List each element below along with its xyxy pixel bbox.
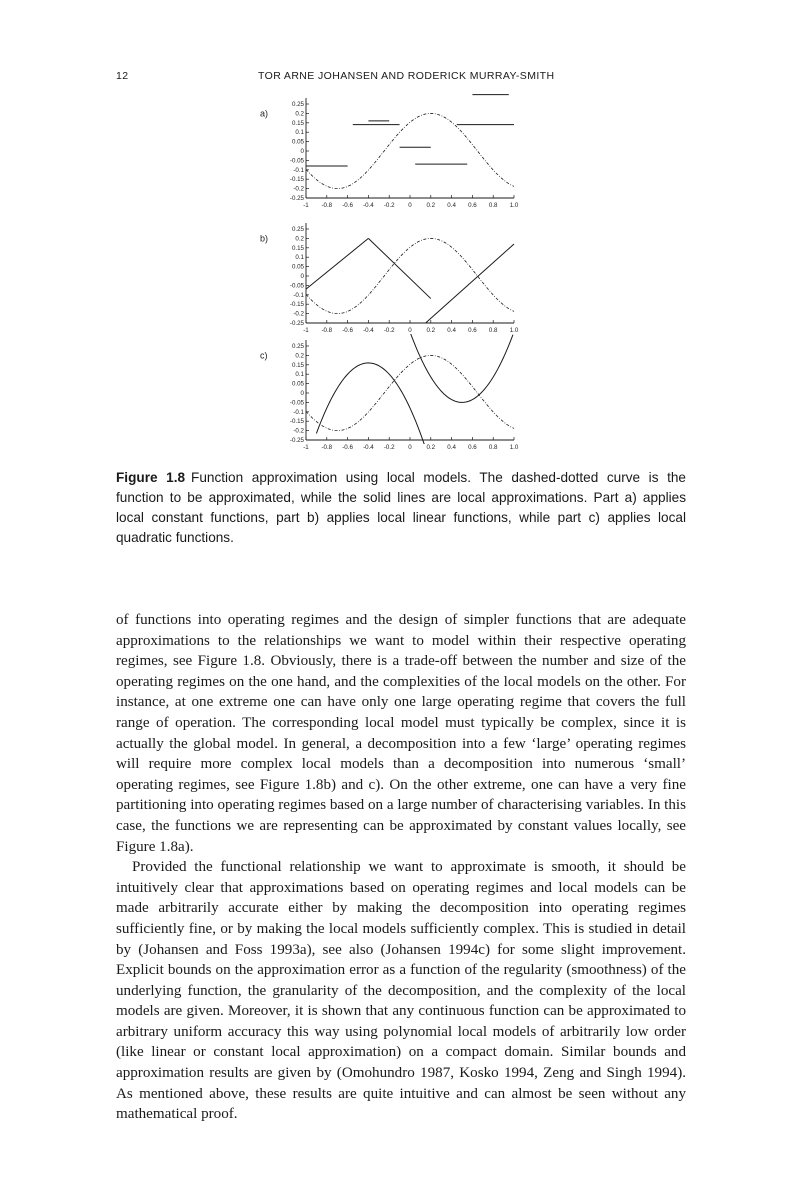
x-tick-label: 1.0 bbox=[509, 327, 519, 334]
x-tick-label: 0.4 bbox=[447, 444, 456, 451]
y-tick-label: 0.05 bbox=[291, 380, 304, 388]
y-tick-label: 0.25 bbox=[291, 343, 304, 350]
target-function-curve bbox=[306, 355, 514, 430]
y-tick-label: -0.2 bbox=[293, 310, 304, 318]
y-tick-label: 0.2 bbox=[295, 235, 304, 243]
body-text bbox=[116, 610, 686, 1125]
y-tick-label: -0.1 bbox=[293, 291, 304, 299]
figure-1-8 bbox=[252, 92, 532, 462]
running-header bbox=[0, 70, 800, 86]
x-tick-label: -0.2 bbox=[383, 444, 395, 451]
local-model-segment bbox=[306, 238, 368, 289]
y-tick-label: -0.2 bbox=[293, 185, 304, 193]
y-tick-label: -0.1 bbox=[293, 408, 304, 416]
x-tick-label: -0.6 bbox=[342, 444, 353, 451]
figure-caption-label: Figure 1.8 bbox=[116, 470, 186, 485]
local-model-segment bbox=[426, 244, 514, 323]
y-tick-label: -0.15 bbox=[289, 301, 304, 309]
paragraph: Provided the functional relationship we want to approximate is smooth, it should be intuitively clear that approximations based on operating regimes and local models can be made arbitrarily accurate either by making the decomposition into operating regimes sufficiently fine, or by making the local models sufficiently complex. This is studied in detail by (Johansen and Foss 1993a), see also (Johansen 1994c) for some slight improvement. Explicit bounds on the approximation error as a function of the regularity (smoothness) of the underlying function, the granularity of the decomposition, and the complexity of the local models are given. Moreover, it is shown that any continuous function can be approximated to arbitrary uniform accuracy this way using polynomial local models of arbitrarily low order (like linear or constant local approximation) on a compact domain. Similar bounds and approximation results are given by (Omohundro 1987, Kosko 1994, Zeng and Singh 1994). As mentioned above, these results are quite intuitive and can almost be seen without any mathematical proof. bbox=[116, 859, 686, 1123]
x-tick-label: 0.8 bbox=[488, 444, 498, 451]
y-tick-label: 0.2 bbox=[295, 110, 304, 118]
local-model-segment bbox=[368, 238, 430, 298]
x-tick-label: -0.2 bbox=[383, 202, 395, 209]
x-tick-label: 0.6 bbox=[468, 444, 477, 451]
y-tick-label: -0.1 bbox=[293, 166, 304, 174]
y-tick-label: -0.05 bbox=[289, 399, 304, 407]
target-function-curve bbox=[306, 238, 514, 313]
x-tick-label: 0.4 bbox=[447, 202, 456, 209]
y-tick-label: -0.05 bbox=[289, 282, 304, 290]
y-tick-label: -0.2 bbox=[293, 427, 304, 435]
x-tick-label: 0.2 bbox=[426, 444, 436, 451]
figure-plots bbox=[252, 92, 532, 462]
y-tick-label: 0.1 bbox=[295, 254, 304, 262]
x-tick-label: -0.4 bbox=[363, 444, 374, 451]
y-tick-label: 0.1 bbox=[295, 129, 304, 137]
x-tick-label: 0.6 bbox=[468, 327, 477, 334]
panel-label: c) bbox=[260, 350, 268, 361]
y-tick-label: 0.1 bbox=[295, 371, 304, 379]
y-tick-label: -0.15 bbox=[289, 418, 304, 426]
y-tick-label: 0.15 bbox=[291, 361, 304, 369]
y-tick-label: 0.15 bbox=[291, 244, 304, 252]
local-model-curve bbox=[316, 363, 425, 448]
x-tick-label: 0.2 bbox=[426, 327, 436, 334]
x-tick-label: -0.6 bbox=[342, 327, 353, 334]
x-tick-label: -0.8 bbox=[321, 444, 333, 451]
x-tick-label: 0.6 bbox=[468, 202, 477, 209]
x-tick-label: -0.6 bbox=[342, 202, 353, 209]
x-tick-label: -0.4 bbox=[363, 202, 374, 209]
y-tick-label: 0.05 bbox=[291, 138, 304, 146]
x-tick-label: -1 bbox=[303, 444, 309, 451]
y-tick-label: -0.25 bbox=[289, 437, 304, 444]
y-tick-label: -0.25 bbox=[289, 195, 304, 202]
x-tick-label: -1 bbox=[303, 327, 309, 334]
x-tick-label: 1.0 bbox=[509, 444, 519, 451]
x-tick-label: 0 bbox=[408, 327, 412, 334]
x-tick-label: 0.8 bbox=[488, 327, 498, 334]
x-tick-label: 1.0 bbox=[509, 202, 519, 209]
y-tick-label: 0.2 bbox=[295, 352, 304, 360]
y-tick-label: -0.15 bbox=[289, 176, 304, 184]
x-tick-label: -0.4 bbox=[363, 327, 374, 334]
figure-caption bbox=[116, 468, 686, 548]
x-tick-label: -0.8 bbox=[321, 327, 333, 334]
y-tick-label: 0.25 bbox=[291, 226, 304, 233]
x-tick-label: 0 bbox=[408, 202, 412, 209]
figure-caption-text: Function approximation using local models. The dashed-dotted curve is the function to be approximated, while the solid lines are local approximations. Part a) applies local constant functions, part b) applies local linear functions, while part c) applies local quadratic functions. bbox=[116, 470, 686, 545]
y-tick-label: 0 bbox=[300, 273, 304, 280]
x-tick-label: -0.8 bbox=[321, 202, 333, 209]
y-tick-label: -0.25 bbox=[289, 320, 304, 327]
x-tick-label: 0.8 bbox=[488, 202, 498, 209]
x-tick-label: 0.4 bbox=[447, 327, 456, 334]
x-tick-label: -1 bbox=[303, 202, 309, 209]
x-tick-label: 0.2 bbox=[426, 202, 436, 209]
panel-label: a) bbox=[260, 108, 269, 119]
panel-label: b) bbox=[260, 233, 269, 244]
running-head-authors: TOR ARNE JOHANSEN AND RODERICK MURRAY-SMITH bbox=[258, 70, 555, 82]
paragraph: of functions into operating regimes and the design of simpler functions that are adequate approximations to the relationships we want to model within their respective operating regimes, see Figure 1.8. Obviously, there is a trade-off between the number and size of the operating regimes on the one hand, and the complexities of the local models on the other. For instance, at one extreme one can have only one large operating regime that covers the full range of operation. The corresponding local model must typically be complex, since it is actually the global model. In general, a decomposition into a few ‘large’ operating regimes will require more complex local models than a decomposition into numerous ‘small’ operating regimes, see Figure 1.8b) and c). On the other extreme, one can have a very fine partitioning into operating regimes based on a large number of characterising variables. In this case, the functions we are representing can be approximated by constant values locally, see Figure 1.8a). bbox=[116, 612, 686, 855]
y-tick-label: 0.25 bbox=[291, 101, 304, 108]
y-tick-label: 0 bbox=[300, 390, 304, 397]
x-tick-label: -0.2 bbox=[383, 327, 395, 334]
y-tick-label: -0.05 bbox=[289, 157, 304, 165]
y-tick-label: 0.15 bbox=[291, 119, 304, 127]
y-tick-label: 0 bbox=[300, 148, 304, 155]
page-number: 12 bbox=[116, 70, 129, 82]
x-tick-label: 0 bbox=[408, 444, 412, 451]
y-tick-label: 0.05 bbox=[291, 263, 304, 271]
